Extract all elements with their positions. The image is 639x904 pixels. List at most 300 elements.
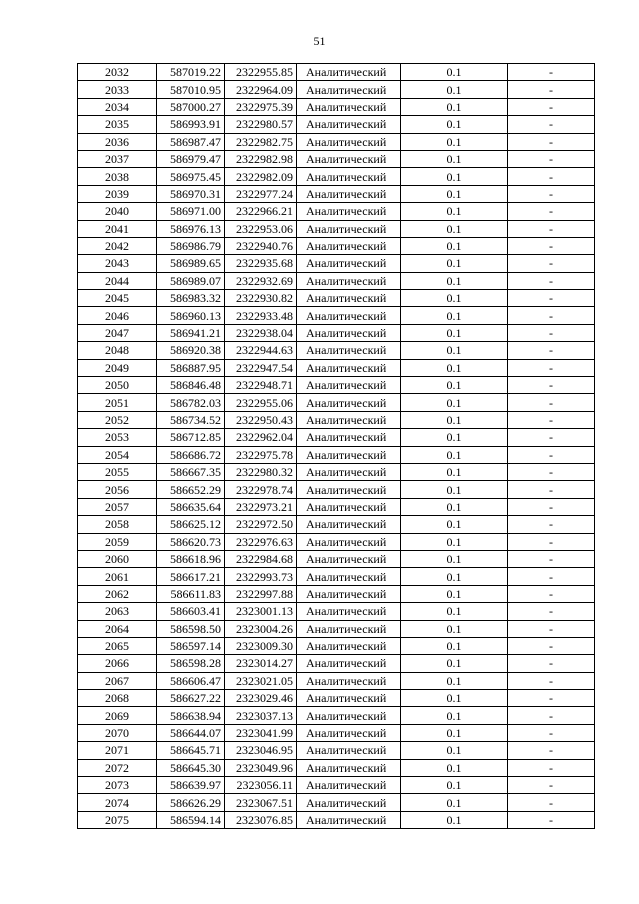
- method-cell: Аналитический: [297, 150, 401, 167]
- y-coordinate-cell: 2322930.82: [225, 290, 297, 307]
- note-cell: -: [508, 516, 595, 533]
- y-coordinate-cell: 2322962.04: [225, 429, 297, 446]
- accuracy-cell: 0.1: [401, 498, 508, 515]
- point-number-cell: 2038: [78, 168, 157, 185]
- method-cell: Аналитический: [297, 446, 401, 463]
- point-number-cell: 2034: [78, 98, 157, 115]
- note-cell: -: [508, 342, 595, 359]
- accuracy-cell: 0.1: [401, 637, 508, 654]
- y-coordinate-cell: 2322982.09: [225, 168, 297, 185]
- y-coordinate-cell: 2322982.75: [225, 133, 297, 150]
- y-coordinate-cell: 2322953.06: [225, 220, 297, 237]
- point-number-cell: 2051: [78, 394, 157, 411]
- point-number-cell: 2052: [78, 411, 157, 428]
- point-number-cell: 2050: [78, 377, 157, 394]
- x-coordinate-cell: 586594.14: [157, 811, 225, 828]
- point-number-cell: 2056: [78, 481, 157, 498]
- table-row: [78, 220, 595, 237]
- point-number-cell: 2043: [78, 255, 157, 272]
- note-cell: -: [508, 481, 595, 498]
- method-cell: Аналитический: [297, 324, 401, 341]
- table-row: [78, 759, 595, 776]
- x-coordinate-cell: 586686.72: [157, 446, 225, 463]
- note-cell: -: [508, 64, 595, 81]
- coordinates-table: [77, 63, 595, 829]
- method-cell: Аналитический: [297, 133, 401, 150]
- accuracy-cell: 0.1: [401, 742, 508, 759]
- x-coordinate-cell: 586782.03: [157, 394, 225, 411]
- accuracy-cell: 0.1: [401, 237, 508, 254]
- point-number-cell: 2068: [78, 690, 157, 707]
- y-coordinate-cell: 2323004.26: [225, 620, 297, 637]
- table-row: [78, 133, 595, 150]
- point-number-cell: 2066: [78, 655, 157, 672]
- accuracy-cell: 0.1: [401, 185, 508, 202]
- point-number-cell: 2072: [78, 759, 157, 776]
- method-cell: Аналитический: [297, 116, 401, 133]
- table-row: [78, 811, 595, 828]
- y-coordinate-cell: 2323041.99: [225, 724, 297, 741]
- note-cell: -: [508, 255, 595, 272]
- note-cell: -: [508, 150, 595, 167]
- y-coordinate-cell: 2322940.76: [225, 237, 297, 254]
- y-coordinate-cell: 2323021.05: [225, 672, 297, 689]
- y-coordinate-cell: 2322964.09: [225, 81, 297, 98]
- method-cell: Аналитический: [297, 481, 401, 498]
- point-number-cell: 2062: [78, 585, 157, 602]
- x-coordinate-cell: 586639.97: [157, 777, 225, 794]
- note-cell: -: [508, 585, 595, 602]
- x-coordinate-cell: 586989.07: [157, 272, 225, 289]
- method-cell: Аналитический: [297, 220, 401, 237]
- note-cell: -: [508, 690, 595, 707]
- method-cell: Аналитический: [297, 272, 401, 289]
- note-cell: -: [508, 359, 595, 376]
- table-row: [78, 498, 595, 515]
- point-number-cell: 2073: [78, 777, 157, 794]
- method-cell: Аналитический: [297, 672, 401, 689]
- point-number-cell: 2074: [78, 794, 157, 811]
- note-cell: -: [508, 290, 595, 307]
- accuracy-cell: 0.1: [401, 255, 508, 272]
- accuracy-cell: 0.1: [401, 620, 508, 637]
- method-cell: Аналитический: [297, 342, 401, 359]
- point-number-cell: 2069: [78, 707, 157, 724]
- table-row: [78, 620, 595, 637]
- y-coordinate-cell: 2322993.73: [225, 568, 297, 585]
- accuracy-cell: 0.1: [401, 481, 508, 498]
- x-coordinate-cell: 587019.22: [157, 64, 225, 81]
- method-cell: Аналитический: [297, 724, 401, 741]
- y-coordinate-cell: 2322978.74: [225, 481, 297, 498]
- point-number-cell: 2040: [78, 203, 157, 220]
- x-coordinate-cell: 586989.65: [157, 255, 225, 272]
- method-cell: Аналитический: [297, 585, 401, 602]
- table-body: [78, 64, 595, 829]
- accuracy-cell: 0.1: [401, 777, 508, 794]
- y-coordinate-cell: 2323029.46: [225, 690, 297, 707]
- table-row: [78, 777, 595, 794]
- note-cell: -: [508, 603, 595, 620]
- table-row: [78, 290, 595, 307]
- accuracy-cell: 0.1: [401, 429, 508, 446]
- y-coordinate-cell: 2323049.96: [225, 759, 297, 776]
- accuracy-cell: 0.1: [401, 342, 508, 359]
- point-number-cell: 2067: [78, 672, 157, 689]
- x-coordinate-cell: 586597.14: [157, 637, 225, 654]
- table-row: [78, 237, 595, 254]
- method-cell: Аналитический: [297, 655, 401, 672]
- note-cell: -: [508, 116, 595, 133]
- table-row: [78, 150, 595, 167]
- x-coordinate-cell: 586638.94: [157, 707, 225, 724]
- point-number-cell: 2057: [78, 498, 157, 515]
- method-cell: Аналитический: [297, 463, 401, 480]
- accuracy-cell: 0.1: [401, 463, 508, 480]
- table-row: [78, 81, 595, 98]
- note-cell: -: [508, 794, 595, 811]
- table-row: [78, 533, 595, 550]
- method-cell: Аналитический: [297, 394, 401, 411]
- note-cell: -: [508, 463, 595, 480]
- method-cell: Аналитический: [297, 603, 401, 620]
- x-coordinate-cell: 586979.47: [157, 150, 225, 167]
- note-cell: -: [508, 637, 595, 654]
- point-number-cell: 2071: [78, 742, 157, 759]
- note-cell: -: [508, 429, 595, 446]
- accuracy-cell: 0.1: [401, 81, 508, 98]
- table-row: [78, 690, 595, 707]
- method-cell: Аналитический: [297, 98, 401, 115]
- method-cell: Аналитический: [297, 307, 401, 324]
- accuracy-cell: 0.1: [401, 203, 508, 220]
- table-row: [78, 655, 595, 672]
- x-coordinate-cell: 586598.28: [157, 655, 225, 672]
- y-coordinate-cell: 2323046.95: [225, 742, 297, 759]
- table-row: [78, 794, 595, 811]
- y-coordinate-cell: 2322955.85: [225, 64, 297, 81]
- x-coordinate-cell: 587000.27: [157, 98, 225, 115]
- y-coordinate-cell: 2323001.13: [225, 603, 297, 620]
- point-number-cell: 2045: [78, 290, 157, 307]
- note-cell: -: [508, 307, 595, 324]
- accuracy-cell: 0.1: [401, 150, 508, 167]
- table-row: [78, 342, 595, 359]
- y-coordinate-cell: 2322982.98: [225, 150, 297, 167]
- accuracy-cell: 0.1: [401, 98, 508, 115]
- point-number-cell: 2055: [78, 463, 157, 480]
- x-coordinate-cell: 586975.45: [157, 168, 225, 185]
- table-row: [78, 603, 595, 620]
- y-coordinate-cell: 2322935.68: [225, 255, 297, 272]
- x-coordinate-cell: 586941.21: [157, 324, 225, 341]
- note-cell: -: [508, 655, 595, 672]
- point-number-cell: 2059: [78, 533, 157, 550]
- x-coordinate-cell: 586734.52: [157, 411, 225, 428]
- y-coordinate-cell: 2322973.21: [225, 498, 297, 515]
- point-number-cell: 2054: [78, 446, 157, 463]
- note-cell: -: [508, 220, 595, 237]
- x-coordinate-cell: 586976.13: [157, 220, 225, 237]
- point-number-cell: 2035: [78, 116, 157, 133]
- y-coordinate-cell: 2322966.21: [225, 203, 297, 220]
- accuracy-cell: 0.1: [401, 707, 508, 724]
- method-cell: Аналитический: [297, 533, 401, 550]
- y-coordinate-cell: 2323076.85: [225, 811, 297, 828]
- note-cell: -: [508, 550, 595, 567]
- note-cell: -: [508, 724, 595, 741]
- x-coordinate-cell: 586987.47: [157, 133, 225, 150]
- x-coordinate-cell: 586645.71: [157, 742, 225, 759]
- point-number-cell: 2053: [78, 429, 157, 446]
- method-cell: Аналитический: [297, 777, 401, 794]
- method-cell: Аналитический: [297, 203, 401, 220]
- accuracy-cell: 0.1: [401, 446, 508, 463]
- table-row: [78, 724, 595, 741]
- accuracy-cell: 0.1: [401, 811, 508, 828]
- table-row: [78, 672, 595, 689]
- note-cell: -: [508, 498, 595, 515]
- x-coordinate-cell: 586618.96: [157, 550, 225, 567]
- x-coordinate-cell: 586635.64: [157, 498, 225, 515]
- note-cell: -: [508, 742, 595, 759]
- point-number-cell: 2032: [78, 64, 157, 81]
- table-row: [78, 116, 595, 133]
- table-row: [78, 359, 595, 376]
- table-row: [78, 307, 595, 324]
- note-cell: -: [508, 811, 595, 828]
- note-cell: -: [508, 759, 595, 776]
- x-coordinate-cell: 586652.29: [157, 481, 225, 498]
- method-cell: Аналитический: [297, 185, 401, 202]
- table-row: [78, 429, 595, 446]
- table-row: [78, 637, 595, 654]
- table-row: [78, 742, 595, 759]
- method-cell: Аналитический: [297, 429, 401, 446]
- method-cell: Аналитический: [297, 516, 401, 533]
- method-cell: Аналитический: [297, 64, 401, 81]
- y-coordinate-cell: 2322948.71: [225, 377, 297, 394]
- y-coordinate-cell: 2323037.13: [225, 707, 297, 724]
- accuracy-cell: 0.1: [401, 411, 508, 428]
- table-row: [78, 550, 595, 567]
- table-row: [78, 585, 595, 602]
- table-row: [78, 394, 595, 411]
- accuracy-cell: 0.1: [401, 394, 508, 411]
- y-coordinate-cell: 2322950.43: [225, 411, 297, 428]
- point-number-cell: 2042: [78, 237, 157, 254]
- note-cell: -: [508, 446, 595, 463]
- x-coordinate-cell: 587010.95: [157, 81, 225, 98]
- y-coordinate-cell: 2322997.88: [225, 585, 297, 602]
- x-coordinate-cell: 586620.73: [157, 533, 225, 550]
- y-coordinate-cell: 2323067.51: [225, 794, 297, 811]
- x-coordinate-cell: 586983.32: [157, 290, 225, 307]
- x-coordinate-cell: 586993.91: [157, 116, 225, 133]
- x-coordinate-cell: 586887.95: [157, 359, 225, 376]
- note-cell: -: [508, 98, 595, 115]
- table-row: [78, 64, 595, 81]
- accuracy-cell: 0.1: [401, 324, 508, 341]
- table-row: [78, 168, 595, 185]
- accuracy-cell: 0.1: [401, 359, 508, 376]
- method-cell: Аналитический: [297, 620, 401, 637]
- x-coordinate-cell: 586606.47: [157, 672, 225, 689]
- method-cell: Аналитический: [297, 377, 401, 394]
- note-cell: -: [508, 568, 595, 585]
- table-row: [78, 255, 595, 272]
- y-coordinate-cell: 2323056.11: [225, 777, 297, 794]
- note-cell: -: [508, 324, 595, 341]
- y-coordinate-cell: 2323014.27: [225, 655, 297, 672]
- table-row: [78, 516, 595, 533]
- method-cell: Аналитический: [297, 255, 401, 272]
- y-coordinate-cell: 2322932.69: [225, 272, 297, 289]
- note-cell: -: [508, 377, 595, 394]
- point-number-cell: 2058: [78, 516, 157, 533]
- x-coordinate-cell: 586627.22: [157, 690, 225, 707]
- table-row: [78, 377, 595, 394]
- y-coordinate-cell: 2322980.32: [225, 463, 297, 480]
- y-coordinate-cell: 2322933.48: [225, 307, 297, 324]
- point-number-cell: 2041: [78, 220, 157, 237]
- accuracy-cell: 0.1: [401, 724, 508, 741]
- point-number-cell: 2064: [78, 620, 157, 637]
- method-cell: Аналитический: [297, 707, 401, 724]
- method-cell: Аналитический: [297, 550, 401, 567]
- point-number-cell: 2039: [78, 185, 157, 202]
- point-number-cell: 2048: [78, 342, 157, 359]
- note-cell: -: [508, 777, 595, 794]
- accuracy-cell: 0.1: [401, 655, 508, 672]
- y-coordinate-cell: 2322947.54: [225, 359, 297, 376]
- method-cell: Аналитический: [297, 568, 401, 585]
- table-row: [78, 568, 595, 585]
- y-coordinate-cell: 2322938.04: [225, 324, 297, 341]
- method-cell: Аналитический: [297, 81, 401, 98]
- accuracy-cell: 0.1: [401, 690, 508, 707]
- method-cell: Аналитический: [297, 290, 401, 307]
- x-coordinate-cell: 586846.48: [157, 377, 225, 394]
- method-cell: Аналитический: [297, 498, 401, 515]
- method-cell: Аналитический: [297, 637, 401, 654]
- x-coordinate-cell: 586712.85: [157, 429, 225, 446]
- note-cell: -: [508, 272, 595, 289]
- accuracy-cell: 0.1: [401, 116, 508, 133]
- accuracy-cell: 0.1: [401, 168, 508, 185]
- note-cell: -: [508, 203, 595, 220]
- note-cell: -: [508, 81, 595, 98]
- table-row: [78, 411, 595, 428]
- y-coordinate-cell: 2322977.24: [225, 185, 297, 202]
- table-row: [78, 203, 595, 220]
- y-coordinate-cell: 2322972.50: [225, 516, 297, 533]
- accuracy-cell: 0.1: [401, 550, 508, 567]
- point-number-cell: 2075: [78, 811, 157, 828]
- page-number: 51: [313, 34, 326, 48]
- point-number-cell: 2033: [78, 81, 157, 98]
- method-cell: Аналитический: [297, 168, 401, 185]
- method-cell: Аналитический: [297, 742, 401, 759]
- point-number-cell: 2037: [78, 150, 157, 167]
- x-coordinate-cell: 586626.29: [157, 794, 225, 811]
- method-cell: Аналитический: [297, 690, 401, 707]
- x-coordinate-cell: 586645.30: [157, 759, 225, 776]
- point-number-cell: 2036: [78, 133, 157, 150]
- x-coordinate-cell: 586598.50: [157, 620, 225, 637]
- point-number-cell: 2070: [78, 724, 157, 741]
- note-cell: -: [508, 185, 595, 202]
- note-cell: -: [508, 411, 595, 428]
- x-coordinate-cell: 586625.12: [157, 516, 225, 533]
- note-cell: -: [508, 672, 595, 689]
- note-cell: -: [508, 620, 595, 637]
- y-coordinate-cell: 2322944.63: [225, 342, 297, 359]
- table-row: [78, 272, 595, 289]
- x-coordinate-cell: 586611.83: [157, 585, 225, 602]
- method-cell: Аналитический: [297, 237, 401, 254]
- accuracy-cell: 0.1: [401, 516, 508, 533]
- x-coordinate-cell: 586960.13: [157, 307, 225, 324]
- y-coordinate-cell: 2322980.57: [225, 116, 297, 133]
- y-coordinate-cell: 2323009.30: [225, 637, 297, 654]
- accuracy-cell: 0.1: [401, 759, 508, 776]
- note-cell: -: [508, 394, 595, 411]
- point-number-cell: 2065: [78, 637, 157, 654]
- accuracy-cell: 0.1: [401, 377, 508, 394]
- table-row: [78, 324, 595, 341]
- table-row: [78, 707, 595, 724]
- table-row: [78, 98, 595, 115]
- note-cell: -: [508, 133, 595, 150]
- point-number-cell: 2047: [78, 324, 157, 341]
- accuracy-cell: 0.1: [401, 585, 508, 602]
- y-coordinate-cell: 2322955.06: [225, 394, 297, 411]
- y-coordinate-cell: 2322975.39: [225, 98, 297, 115]
- point-number-cell: 2049: [78, 359, 157, 376]
- point-number-cell: 2060: [78, 550, 157, 567]
- y-coordinate-cell: 2322975.78: [225, 446, 297, 463]
- accuracy-cell: 0.1: [401, 794, 508, 811]
- x-coordinate-cell: 586970.31: [157, 185, 225, 202]
- x-coordinate-cell: 586644.07: [157, 724, 225, 741]
- y-coordinate-cell: 2322984.68: [225, 550, 297, 567]
- accuracy-cell: 0.1: [401, 307, 508, 324]
- accuracy-cell: 0.1: [401, 290, 508, 307]
- point-number-cell: 2046: [78, 307, 157, 324]
- method-cell: Аналитический: [297, 759, 401, 776]
- method-cell: Аналитический: [297, 811, 401, 828]
- point-number-cell: 2063: [78, 603, 157, 620]
- note-cell: -: [508, 533, 595, 550]
- y-coordinate-cell: 2322976.63: [225, 533, 297, 550]
- x-coordinate-cell: 586617.21: [157, 568, 225, 585]
- accuracy-cell: 0.1: [401, 603, 508, 620]
- x-coordinate-cell: 586667.35: [157, 463, 225, 480]
- method-cell: Аналитический: [297, 794, 401, 811]
- point-number-cell: 2044: [78, 272, 157, 289]
- method-cell: Аналитический: [297, 411, 401, 428]
- accuracy-cell: 0.1: [401, 672, 508, 689]
- note-cell: -: [508, 237, 595, 254]
- table-row: [78, 185, 595, 202]
- accuracy-cell: 0.1: [401, 272, 508, 289]
- x-coordinate-cell: 586971.00: [157, 203, 225, 220]
- x-coordinate-cell: 586920.38: [157, 342, 225, 359]
- accuracy-cell: 0.1: [401, 64, 508, 81]
- x-coordinate-cell: 586603.41: [157, 603, 225, 620]
- point-number-cell: 2061: [78, 568, 157, 585]
